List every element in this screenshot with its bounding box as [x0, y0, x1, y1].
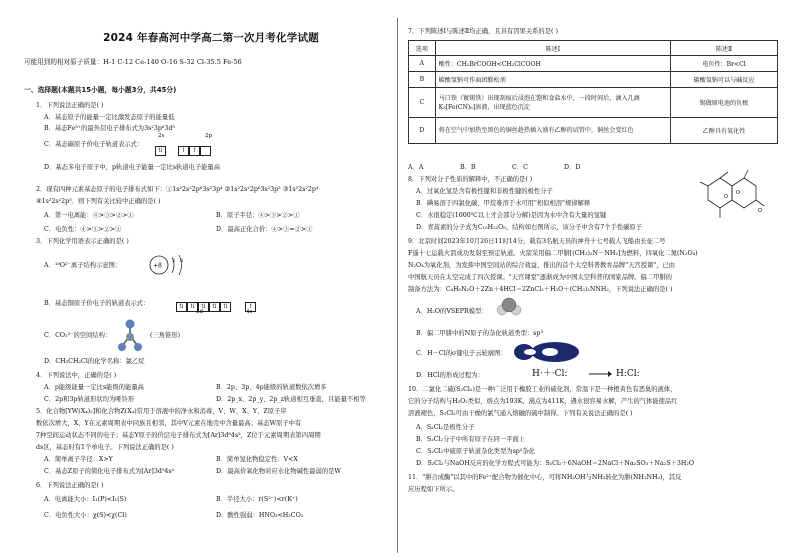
q9-line-2: F遥十七运载火箭成功发射至预定轨道。火箭采用偏二甲肼[(CH₃)₂N－NH₂]为燃料，四氧化二氮(N₂O₄) [408, 250, 698, 257]
q3-option-a: A．¹⁸O²⁻离子结构示意图： [44, 262, 122, 269]
q6-option-c: C．电负性大小：χ(S)<χ(Cl) [44, 512, 127, 519]
q2-option-c: C．电负性：④>③>②>① [44, 226, 122, 233]
q8-stem: 8．下列对分子性质的解释中，不正确的是( ) [408, 176, 533, 183]
q6-option-a: A．电离能大小：I₁(P)<I₁(S) [44, 496, 127, 503]
q4-option-b: B．2p、3p、4p能级的轨道数依次增多 [216, 384, 327, 391]
q6-option-b: B．半径大小：r(S²⁻)<r(K⁺) [216, 496, 298, 503]
table-cell-statement-1: 酸性：CH₂BrCOOH<CH₂ClCOOH [435, 56, 670, 72]
table-header: 陈述Ⅱ [671, 41, 778, 56]
q7-option-b: B．B [460, 164, 476, 171]
q8-option-d: D．青蒿素的分子式为C₁₅H₂₂O₅，结构如右图所示，该分子中含有7个手性碳原子 [416, 224, 643, 231]
q3-cu-orbital-diagram: ⇅ ⇅ ⇅ ⇅ ⇅ ↑ [176, 296, 256, 315]
table-cell-option: D [409, 118, 436, 144]
table-cell-statement-1: 碳酸氢钠可作面团膨松剂 [435, 72, 670, 88]
q1-option-c: C．基态碳原子价电子轨道表示式： [44, 141, 144, 148]
q7-option-a: A．A [408, 164, 424, 171]
table-cell-statement-2: 锡做原电池的负极 [671, 88, 778, 118]
co3-molecule-model-icon [116, 316, 146, 356]
q10-line-2: 它的分子结构与H₂O₂类似，熔点为193K，沸点为411K，遇水很容易水解，产生的气体能使品红 [408, 398, 678, 405]
q2-stem: 2．现有四种元素基态原子的电子排布式如下：①1s²2s²2p⁶3s²3p⁴ ②1s²2s²2p⁶3s²3p³ ③1s²2s²2p³ [36, 186, 319, 193]
q10-option-d: D．S₂Cl₂与NaOH反应的化学方程式可能为：S₂Cl₂＋6NaOH＝2NaCl＋Na₂SO₃＋Na₂S＋3H₂O [416, 460, 695, 467]
q10-option-b: B．S₂Cl₂分子中所有原子在同一平面上 [416, 436, 525, 443]
q1-stem: 1．下列说法正确的是( ) [36, 102, 104, 109]
q4-option-c: C．2p和3p轨道形状均为哑铃形 [44, 396, 135, 403]
q1-orbital-2p-label: 2p [205, 133, 213, 139]
q4-stem: 4．下列说法中，正确的是( ) [36, 372, 117, 379]
q2-option-b: B．原子半径：④>③>②>① [216, 212, 300, 219]
q5-line-4: ds区，基态时有1个单电子。下列说法正确的是( ) [36, 444, 174, 451]
q9-line-5: 制备方法为：C₆H₅N₂O＋2Zn＋4HCl＝2ZnCl₂＋H₂O＋(CH₃)₂NNH₂，下列说法正确的是( ) [408, 286, 673, 293]
q3-ion-structure-diagram [146, 252, 196, 278]
table-row [409, 56, 778, 72]
q1-orbital-2s-label: 2s [158, 133, 165, 139]
table-header: 陈述Ⅰ [435, 41, 670, 56]
q8-option-a: A．过氧化氢是含有极性键和非极性键的极性分子 [416, 188, 553, 195]
q9-option-a: A．H₂O的VSEPR模型： [416, 308, 488, 315]
q5-option-d: D．最高价氧化物对应水化物碱性最弱的是W [216, 468, 341, 475]
q9-formation-right: H:Cl: [616, 369, 640, 379]
q11-line-1: 11．"肼合成酶"以其中的Fe²⁺配合物为催化中心，可将NH₂OH与NH₃转化为肼(NH₂NH₂)，其反 [408, 474, 682, 481]
q11-line-2: 应历程如下所示。 [408, 486, 459, 493]
q1-orbital-diagram: ⇅ ↑ ↑ [155, 140, 211, 159]
q6-option-d: D．酸性强弱：HNO₃<H₂CO₃ [216, 512, 304, 519]
q7-option-c: C．C [512, 164, 528, 171]
table-cell-statement-2: 乙醇具有氧化性 [671, 118, 778, 144]
table-cell-statement-1: 马口铁（镀锡铁）出现刮痕后浸泡在饱和食盐水中，一段时间后，滴入几滴K₃[Fe(CN)₆]溶液，出现蓝色沉淀 [435, 88, 670, 118]
q8-option-b: B．碘易溶于四氯化碳、甲烷难溶于水可用"相似相溶"规律解释 [416, 200, 591, 207]
q5-option-a: A．简单离子半径：X>Y [44, 456, 113, 463]
q1-option-a: A．基态原子的能量一定比激发态原子的能量低 [44, 114, 175, 121]
q2-option-a: A．第一电离能：④>③>②>① [44, 212, 134, 219]
q9-line-1: 9．北京时间2023年10月26日11时14分，载有3名航天员的神舟十七号载人飞船由长征二号 [408, 238, 666, 245]
q3-stem: 3．下列化学用语表示正确的是( ) [36, 238, 129, 245]
q3-nucleus-charge: +8 [153, 262, 162, 270]
q9-line-3: N₂O₄为氧化剂，为发挥中国空间站的综合效益，推出的首个太空科普教育品牌"天宫授课"，已由 [408, 262, 676, 269]
q3-shell-1: 2 [172, 258, 176, 264]
q9-option-b: B．偏二甲肼中的N原子的杂化轨道类型：sp³ [416, 330, 543, 337]
table-header: 选项 [409, 41, 436, 56]
q4-option-a: A．p能级能量一定比s能级的能量高 [44, 384, 144, 391]
q5-line-1: 5．化合物[YW(X₄)₂]和化合物Z(X₄)常用于溶液中的净水和消毒，V、W、X、Y、Z原子序 [36, 408, 287, 415]
q3-option-b: B．基态铜原子价电子的轨道表示式： [44, 300, 150, 307]
table-cell-statement-2: 碳酸氢钠可以与碱反应 [671, 72, 778, 88]
q9-formation-left: H·＋·Cl: [532, 369, 568, 379]
q3-4s-label: 4s [246, 309, 253, 315]
right-column [398, 0, 794, 560]
table-cell-option: C [409, 88, 436, 118]
q10-line-3: 溶液褪色，S₂Cl₂可由干燥的氯气通入熔融的硫中制得。下列有关说法正确的是( ) [408, 410, 633, 417]
q10-line-1: 10．二氯化二硫(S₂Cl₂)是一种广泛用于橡胶工业的硫化剂，常温下是一种橙黄色有恶臭的液体， [408, 386, 677, 393]
exam-title: 2024 年春高河中学高二第一次月考化学试题 [103, 32, 319, 44]
table-row [409, 72, 778, 88]
q6-stem: 6．下列说法正确的是( ) [36, 482, 104, 489]
q4-option-d: D．2p_x、2p_y、2p_z轨道相互垂直，且能量不相等 [216, 396, 366, 403]
table-cell-statement-1: 将在空气中加热至黑色的铜丝趁热插入盛有乙醇的试管中，铜丝会变红色 [435, 118, 670, 144]
atomic-masses: 可能用到的相对原子质量：H-1 C-12 Ce-140 O-16 S-32 Cl-35.5 Fe-56 [24, 58, 242, 66]
water-vsepr-model-icon [494, 296, 524, 318]
q10-option-a: A．S₂Cl₂是极性分子 [416, 424, 475, 431]
q9-option-c: C．H－Cl的σ键电子云轮廓图： [416, 350, 507, 357]
q5-line-3: 7种空间运动状态不同的电子；基态Y原子的价层电子排布式为[Ar]3d⁶4s²，Z位于元素周期表第四周期 [36, 432, 321, 439]
q7-option-d: D．D [564, 164, 581, 171]
q3-option-d: D．CH₃CH₂Cl的化学名称：氯乙烷 [44, 358, 145, 365]
svg-text:O: O [736, 190, 740, 196]
q3-option-c: C．CO₃²⁻的空间结构： [44, 332, 112, 339]
artemisinin-structure-icon [694, 168, 774, 226]
table-row [409, 88, 778, 118]
q9-option-d: D．HCl的形成过程为： [416, 372, 484, 379]
q2-stem-2: ④1s²2s²2p⁵．则下列有关比较中正确的是( ) [36, 198, 161, 205]
q7-table [408, 40, 778, 144]
table-cell-option: A [409, 56, 436, 72]
q8-option-c: C．水很稳定(1000℃以上才会部分分解)是因为水中含有大量的氢键 [416, 212, 607, 219]
q1-option-b: B．基态Fe³⁺的最外层电子排布式为3s²3p⁶3d⁵ [44, 125, 175, 132]
table-header-row [409, 41, 778, 56]
q3-3d-label: 3d [196, 309, 204, 315]
q5-line-2: 数依次增大，X、Y在元素周期表中同族且相邻，其中V元素在地壳中含量最高；基态W原子中有 [36, 420, 302, 427]
table-cell-statement-2: 电负性：Br<Cl [671, 56, 778, 72]
table-cell-option: B [409, 72, 436, 88]
q5-option-c: C．基态Z原子的简化电子排布式为[Ar]3d⁹4s² [44, 468, 175, 475]
arrow-right-icon [588, 370, 612, 378]
svg-text:O: O [724, 194, 728, 200]
q3-shape-label: (三角锥形) [150, 332, 181, 339]
section-heading: 一、选择题(本题共15小题，每小题3分，共45分) [24, 86, 177, 94]
q5-option-b: B．简单氢化物稳定性：V<X [216, 456, 298, 463]
q9-line-4: 中国航天员在太空完成了四次授课。"天宫课堂"逐渐成为中国太空科普的国家品牌。偏二甲肼的 [408, 274, 672, 281]
q7-stem: 7．下列陈述Ⅰ与陈述Ⅱ均正确，且具有因果关系的是( ) [408, 28, 558, 35]
q1-option-d: D．基态多电子原子中，p轨道电子能量一定比s轨道电子能量高 [44, 164, 221, 171]
svg-text:O: O [758, 208, 762, 214]
q2-option-d: D．最高正化合价：④>③=②>① [216, 226, 313, 233]
table-row [409, 118, 778, 144]
q3-shell-2: 8 [180, 258, 184, 264]
hcl-sigma-orbital-icon [510, 340, 580, 364]
q10-option-c: C．S₂Cl₂中硫原子轨道杂化类型为sp²杂化 [416, 448, 535, 455]
